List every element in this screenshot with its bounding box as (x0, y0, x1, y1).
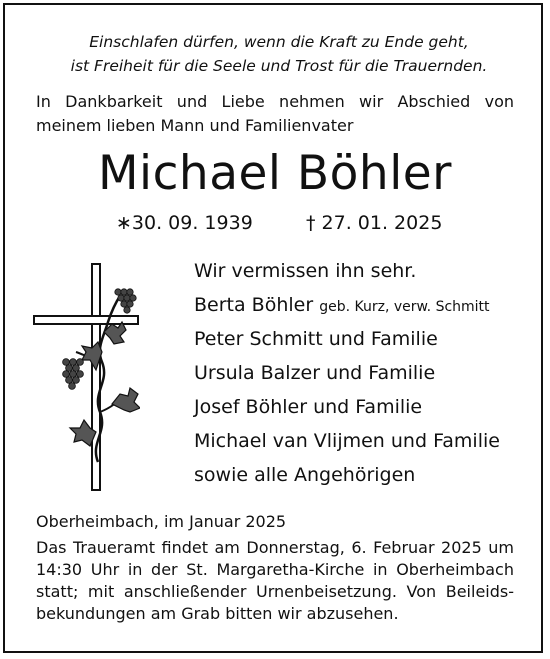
deceased-name: Michael Böhler (97, 146, 453, 201)
mourner-1-name: Berta Böhler (194, 294, 314, 316)
intro-line-1: In Dankbarkeit und Liebe nehmen wir Abschied von (36, 92, 514, 111)
mourner-1-suffix: geb. Kurz, verw. Schmitt (319, 299, 490, 315)
mourner-2: Peter Schmitt und Familie (194, 328, 438, 350)
cross-with-grapevine-icon (30, 262, 140, 492)
motto-line-2: ist Freiheit für die Seele und Trost für die Trauernden. (70, 57, 488, 75)
service-note-line-4: bekundungen am Grab bitten wir abzusehen. (36, 604, 399, 623)
mourner-5: Michael van Vlijmen und Familie (194, 430, 500, 452)
service-note-line-2: 14:30 Uhr in der St. Margaretha-Kirche in Oberheimbach (36, 560, 514, 579)
motto-line-1: Einschlafen dürfen, wenn die Kraft zu Ende geht, (89, 33, 469, 51)
death-date (306, 212, 442, 234)
intro-text (36, 90, 514, 138)
intro-line-2: meinem lieben Mann und Familienvater (36, 116, 354, 135)
service-note (36, 537, 514, 625)
mourners-heading: Wir vermissen ihn sehr. (194, 260, 417, 282)
mourner-6: sowie alle Angehörigen (194, 464, 416, 486)
mourner-3: Ursula Balzer und Familie (194, 362, 436, 384)
death-date-value: 27. 01. 2025 (321, 212, 443, 234)
mourner-4: Josef Böhler und Familie (194, 396, 423, 418)
birth-star-icon: ∗ (116, 212, 132, 234)
birth-date-value: 30. 09. 1939 (131, 212, 253, 234)
death-cross-icon: † (306, 212, 316, 234)
service-note-line-3: statt; mit anschließender Urnenbeisetzung. Von Beileids- (36, 582, 514, 601)
service-note-line-1: Das Traueramt findet am Donnerstag, 6. Februar 2025 um (36, 538, 514, 557)
birth-date (116, 212, 253, 234)
place-date: Oberheimbach, im Januar 2025 (36, 512, 287, 531)
mourner-1 (194, 294, 490, 316)
